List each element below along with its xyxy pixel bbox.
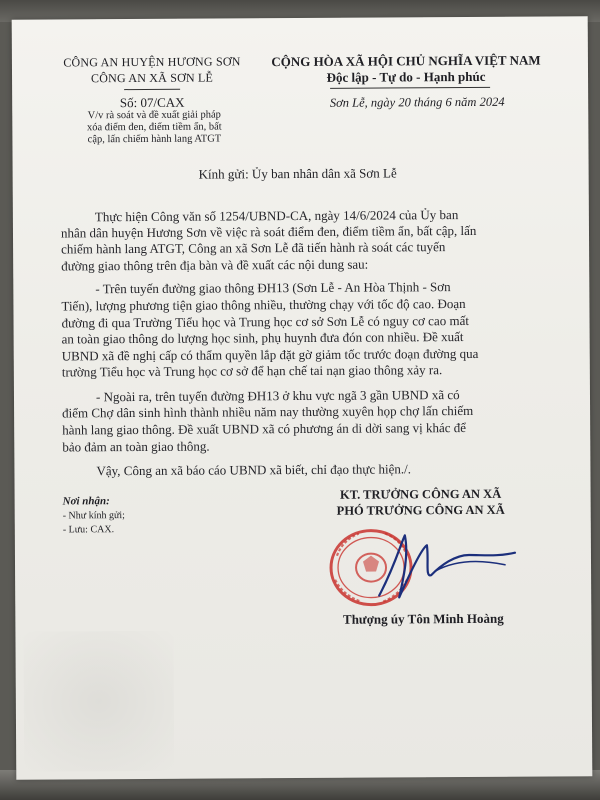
body-line: nhân dân huyện Hương Sơn về việc rà soát điểm đen, điểm tiềm ẩn, bất cập, lấn	[60, 222, 477, 241]
body-line: Thực hiện Công văn số 1254/UBND-CA, ngày 14/6/2024 của Ủy ban	[94, 207, 459, 225]
body-line: điểm Chợ dân sinh hình thành nhiều năm nay thường xuyên họp chợ lấn chiếm	[62, 402, 474, 421]
body-line: đường giao thông trên địa bàn và đề xuất các nội dung sau:	[61, 256, 369, 274]
subject-line: cập, lấn chiếm hành lang ATGT	[87, 133, 222, 146]
body-line: hành lang giao thông. Đề xuất UBND xã có phương án di dời sang vị khác để	[62, 419, 467, 438]
agency-line-1: CÔNG AN HUYỆN HƯƠNG SƠN	[63, 54, 241, 70]
subject-line: xóa điểm đen, điểm tiềm ẩn, bất	[86, 121, 222, 134]
body-line: Tiến), lượng phương tiện giao thông nhiều, thường chạy với tốc độ cao. Đoạn	[61, 295, 466, 314]
document-subject	[74, 109, 234, 146]
nation-title: CỘNG HÒA XÃ HỘI CHỦ NGHĨA VIỆT NAM	[271, 52, 541, 70]
document-page	[12, 16, 593, 780]
recipients-title: Nơi nhận:	[62, 495, 110, 508]
subject-line: V/v rà soát và đề xuất giải pháp	[87, 109, 221, 122]
signature-title-2: PHÓ TRƯỞNG CÔNG AN XÃ	[336, 502, 505, 518]
signature-title-1: KT. TRƯỞNG CÔNG AN XÃ	[339, 486, 502, 502]
body-line: Vậy, Công an xã báo cáo UBND xã biết, chỉ đạo thực hiện./.	[96, 461, 411, 479]
document-number: Số: 07/CAX	[119, 94, 185, 111]
motto-underline	[330, 87, 490, 89]
body-line: UBND xã đề nghị cấp có thẩm quyền lắp đặt gờ giảm tốc trước đoạn đường qua	[61, 345, 479, 364]
recipient-item: - Lưu: CAX.	[62, 524, 115, 536]
paper-shadow	[23, 631, 174, 772]
agency-underline	[124, 89, 180, 90]
body-line: chiếm hành lang ATGT, Công an xã Sơn Lễ đã tiến hành rà soát các tuyến	[61, 239, 446, 257]
body-line: trường Tiểu học và Trung học cơ sở để hạn chế tai nạn giao thông xảy ra.	[61, 362, 443, 380]
body-line: - Trên tuyến đường giao thông ĐH13 (Sơn Lễ - An Hòa Thịnh - Sơn	[95, 279, 451, 297]
body-line: bảo đảm an toàn giao thông.	[62, 438, 210, 455]
agency-line-2: CÔNG AN XÃ SƠN LỄ	[90, 70, 214, 86]
body-line: an toàn giao thông do lượng học sinh, phụ huynh đưa đón con nhiều. Đề xuất	[61, 329, 464, 347]
place-date: Sơn Lễ, ngày 20 tháng 6 năm 2024	[329, 94, 505, 110]
nation-motto: Độc lập - Tự do - Hạnh phúc	[326, 68, 486, 85]
body-line: đường đi qua Trường Tiểu học và Trung học cơ sở Sơn Lễ có nguy cơ cao mất	[61, 312, 469, 331]
handwritten-signature	[365, 525, 525, 606]
salutation: Kính gửi: Ủy ban nhân dân xã Sơn Lễ	[198, 165, 397, 182]
signer-name: Thượng úy Tôn Minh Hoàng	[342, 610, 504, 627]
body-line: - Ngoài ra, trên tuyến đường ĐH13 ở khu vực ngã 3 gần UBND xã có	[95, 387, 460, 405]
recipient-item: - Như kính gửi;	[62, 510, 125, 522]
